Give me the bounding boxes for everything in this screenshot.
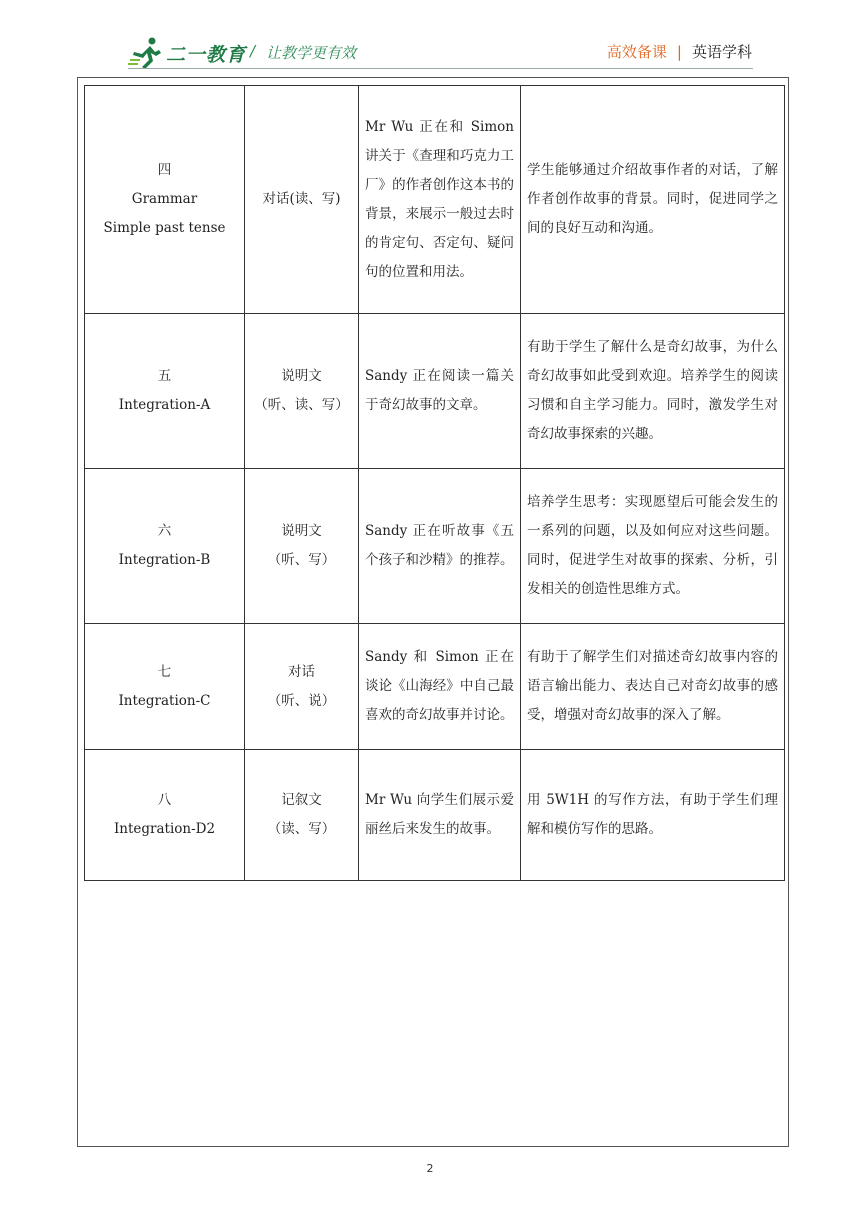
unit-overview-table bbox=[84, 85, 785, 881]
unit-number: 八 bbox=[157, 792, 172, 808]
content-cell: Sandy 和 Simon 正在谈论《山海经》中自己最喜欢的奇幻故事并讨论。 bbox=[359, 624, 521, 750]
unit-cell bbox=[85, 750, 245, 881]
genre-cell bbox=[245, 750, 359, 881]
genre-cell bbox=[245, 314, 359, 469]
content-cell: Sandy 正在阅读一篇关于奇幻故事的文章。 bbox=[359, 314, 521, 469]
unit-number: 七 bbox=[157, 663, 172, 680]
logo bbox=[128, 36, 246, 70]
unit-name: Integration-A bbox=[118, 397, 211, 413]
unit-cell bbox=[85, 624, 245, 750]
unit-name: Grammar bbox=[131, 191, 198, 207]
table-row bbox=[85, 86, 785, 314]
unit-name: Integration-B bbox=[118, 552, 211, 568]
slogan: 让教学更有效 bbox=[266, 44, 357, 62]
content-cell: Mr Wu 向学生们展示爱丽丝后来发生的故事。 bbox=[359, 750, 521, 881]
page-header bbox=[0, 0, 860, 72]
logo-text: 二一教育 bbox=[166, 43, 247, 66]
genre: 说明文 bbox=[281, 368, 322, 384]
unit-topic: Simple past tense bbox=[103, 220, 226, 236]
genre-skills: （读、写） bbox=[267, 821, 336, 837]
page-number: 2 bbox=[426, 1162, 434, 1175]
genre-skills: （听、说） bbox=[267, 692, 336, 709]
genre-skills: （听、读、写） bbox=[254, 397, 349, 413]
genre: 对话(读、写) bbox=[262, 191, 341, 207]
purpose-cell: 用 5W1H 的写作方法，有助于学生们理解和模仿写作的思路。 bbox=[521, 750, 785, 881]
genre-skills: （听、写） bbox=[267, 552, 336, 568]
table-row bbox=[85, 624, 785, 750]
unit-name: Integration-D2 bbox=[113, 821, 216, 837]
unit-name: Integration-C bbox=[118, 692, 211, 709]
content-cell: Sandy 正在听故事《五个孩子和沙精》的推荐。 bbox=[359, 469, 521, 624]
table-row bbox=[85, 469, 785, 624]
purpose-cell: 学生能够通过介绍故事作者的对话，了解作者创作故事的背景。同时，促进同学之间的良好互动和沟通。 bbox=[521, 86, 785, 314]
unit-number: 五 bbox=[157, 368, 172, 384]
table-row bbox=[85, 314, 785, 469]
unit-cell bbox=[85, 314, 245, 469]
genre: 对话 bbox=[288, 663, 315, 680]
unit-number: 四 bbox=[157, 162, 172, 178]
tag-separator: | bbox=[676, 42, 682, 61]
unit-number: 六 bbox=[157, 523, 172, 539]
purpose-cell: 有助于了解学生们对描述奇幻故事内容的语言输出能力、表达自己对奇幻故事的感受，增强对奇幻故事的深入了解。 bbox=[521, 624, 785, 750]
running-figure-icon bbox=[128, 36, 164, 70]
purpose-cell: 有助于学生了解什么是奇幻故事，为什么奇幻故事如此受到欢迎。培养学生的阅读习惯和自主学习能力。同时，激发学生对奇幻故事探索的兴趣。 bbox=[521, 314, 785, 469]
content-cell: Mr Wu 正在和 Simon 讲关于《查理和巧克力工厂》的作者创作这本书的背景，来展示一般过去时的肯定句、否定句、疑问句的位置和用法。 bbox=[359, 86, 521, 314]
genre: 记叙文 bbox=[281, 792, 322, 808]
tag-english-subject: 英语学科 bbox=[691, 43, 752, 61]
table-row bbox=[85, 750, 785, 881]
genre-cell bbox=[245, 624, 359, 750]
subject-tags bbox=[607, 41, 752, 62]
tag-efficient-prep: 高效备课 bbox=[606, 43, 667, 61]
slogan-separator: / bbox=[250, 42, 256, 60]
header-divider bbox=[128, 68, 753, 69]
genre: 说明文 bbox=[281, 523, 322, 539]
genre-cell bbox=[245, 86, 359, 314]
purpose-cell: 培养学生思考：实现愿望后可能会发生的一系列的问题，以及如何应对这些问题。同时，促进学生对故事的探索、分析，引发相关的创造性思维方式。 bbox=[521, 469, 785, 624]
unit-cell bbox=[85, 469, 245, 624]
unit-cell bbox=[85, 86, 245, 314]
genre-cell bbox=[245, 469, 359, 624]
